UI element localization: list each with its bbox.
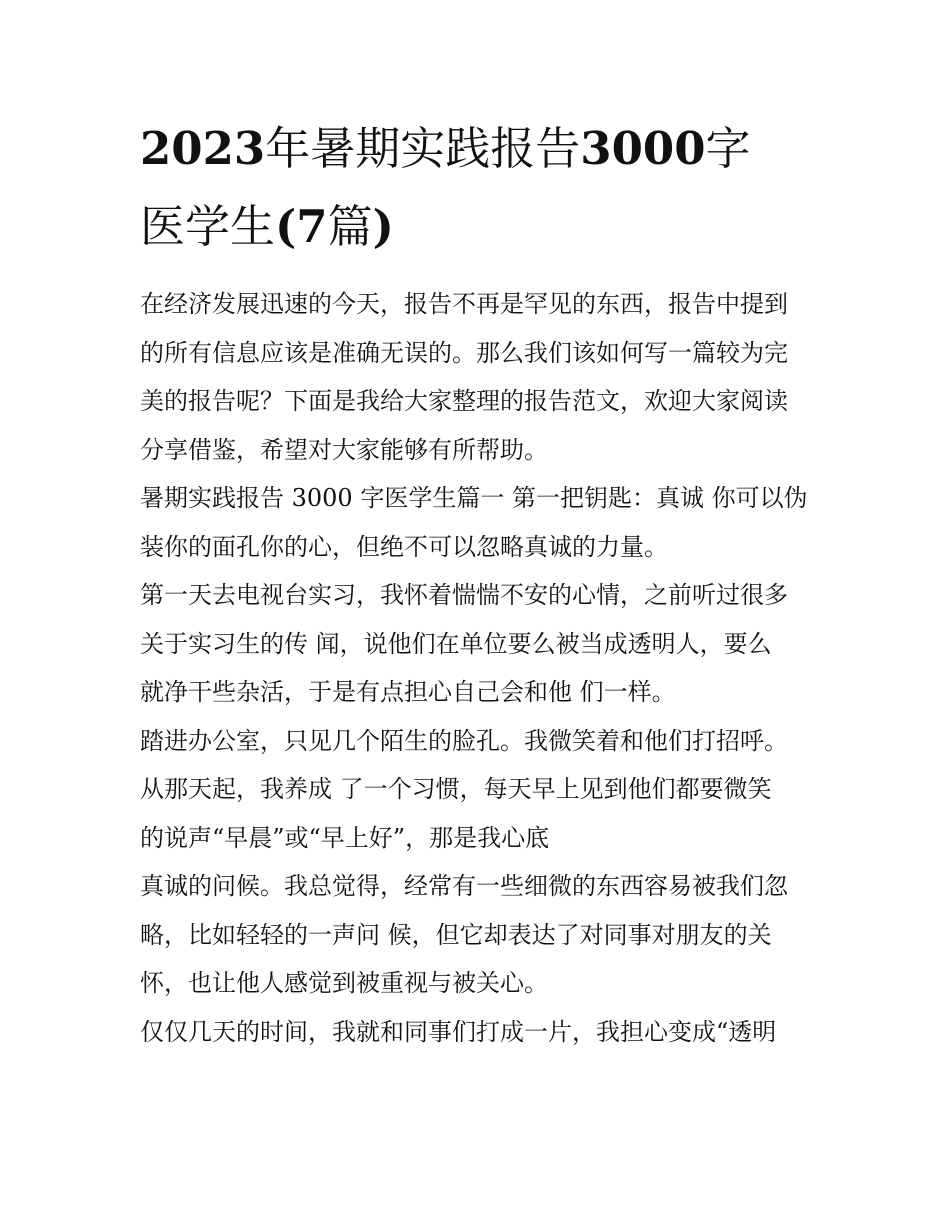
- text-line: 真诚的问候。我总觉得，经常有一些细微的东西容易被我们忽: [140, 872, 788, 900]
- text-line: 暑期实践报告 3000 字医学生篇一 第一把钥匙：真诚 你可以伪: [140, 484, 808, 512]
- title-part: ): [372, 200, 394, 253]
- title-part: 3000: [580, 122, 706, 175]
- title-line: [140, 188, 830, 266]
- document-body: [140, 280, 830, 1056]
- title-line: [140, 110, 830, 188]
- title-part: 医学生: [140, 200, 276, 253]
- title-part: 篇: [327, 200, 373, 253]
- title-part: (7: [275, 200, 328, 253]
- text-line: 就净干些杂活，于是有点担心自己会和他 们一样。: [140, 678, 676, 706]
- text-line: 在经济发展迅速的今天，报告不再是罕见的东西，报告中提到: [140, 290, 788, 318]
- text-line: 装你的面孔你的心，但绝不可以忽略真诚的力量。: [140, 532, 668, 561]
- text-line: 仅仅几天的时间，我就和同事们打成一片，我担心变成“透明: [140, 1017, 777, 1046]
- text-line: 第一天去电视台实习，我怀着惴惴不安的心情，之前听过很多: [140, 581, 788, 609]
- text-line: 关于实习生的传 闻，说他们在单位要么被当成透明人，要么: [140, 629, 772, 658]
- text-line: 略，比如轻轻的一声问 候，但它却表达了对同事对朋友的关: [140, 920, 772, 949]
- document-title: [140, 110, 830, 266]
- title-part: 年暑期实践报告: [265, 122, 581, 175]
- title-part: 字: [705, 122, 751, 175]
- title-part: 2023: [140, 122, 266, 175]
- text-line: 的说声“早晨”或“早上好”，那是我心底: [140, 823, 550, 852]
- text-line: 的所有信息应该是准确无误的。那么我们该如何写一篇较为完: [140, 338, 788, 367]
- text-line: 分享借鉴，希望对大家能够有所帮助。: [140, 435, 548, 464]
- text-line: 怀，也让他人感觉到被重视与被关心。: [140, 969, 548, 997]
- text-line: 踏进办公室，只见几个陌生的脸孔。我微笑着和他们打招呼。: [140, 726, 788, 755]
- text-line: 美的报告呢？下面是我给大家整理的报告范文，欢迎大家阅读: [140, 387, 788, 415]
- text-line: 从那天起，我养成 了一个习惯，每天早上见到他们都要微笑: [140, 775, 772, 803]
